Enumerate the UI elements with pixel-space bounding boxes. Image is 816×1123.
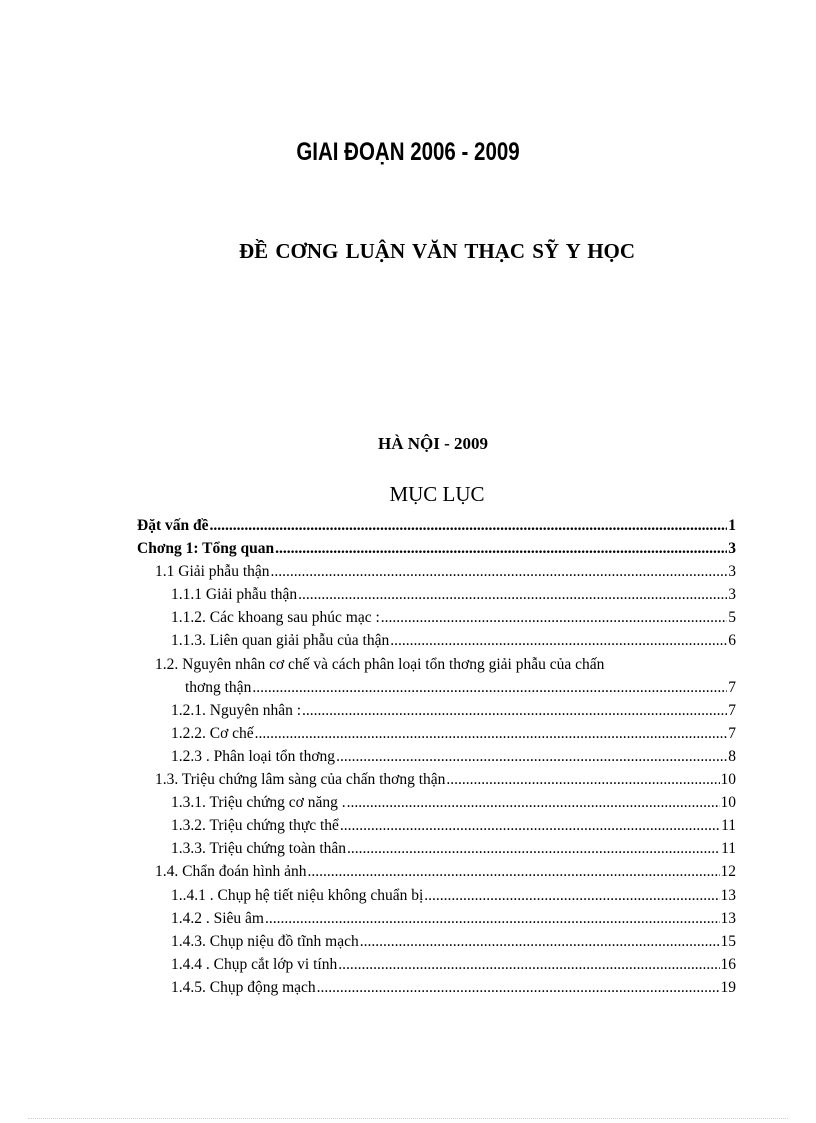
toc-leader [308, 861, 720, 883]
toc-leader [255, 723, 728, 745]
toc-entry-label: Đặt vấn đề [137, 517, 209, 534]
toc-leader [338, 954, 719, 976]
toc-entry-label: 1.4.5. Chụp động mạch [171, 979, 316, 996]
toc-leader [271, 561, 728, 583]
toc-entry[interactable] [185, 677, 736, 699]
toc-entry-page: 8 [728, 748, 736, 765]
toc-entry[interactable] [137, 538, 736, 560]
toc-entry[interactable] [171, 838, 736, 860]
toc-entry-page: 19 [720, 979, 736, 996]
toc-entry[interactable] [171, 792, 736, 814]
toc-entry-page: 10 [720, 794, 736, 811]
page-bottom-divider [28, 1118, 788, 1119]
toc-leader [347, 792, 720, 814]
toc-entry-page: 11 [721, 840, 736, 857]
toc-entry[interactable] [137, 515, 736, 537]
toc-entry[interactable] [171, 908, 736, 930]
toc-entry-page: 5 [728, 609, 736, 626]
toc-entry-page: 16 [720, 956, 736, 973]
toc-entry[interactable] [155, 561, 736, 583]
toc-entry[interactable] [171, 630, 736, 652]
toc-entry[interactable] [171, 954, 736, 976]
toc-entry-page: 7 [728, 725, 736, 742]
toc-entry[interactable] [171, 700, 736, 722]
toc-title: MỤC LỤC [389, 482, 485, 506]
toc-entry[interactable] [171, 746, 736, 768]
toc-leader [347, 838, 720, 860]
toc-entry[interactable] [171, 584, 736, 606]
toc-entry-label: 1.2.2. Cơ chế [171, 725, 254, 742]
toc-entry-label: 1.3.1. Triệu chứng cơ năng . [171, 794, 346, 811]
toc-leader [360, 931, 720, 953]
toc-leader [298, 584, 727, 606]
toc-entry-page: 3 [728, 540, 736, 557]
toc-entry-page: 7 [728, 702, 736, 719]
toc-entry-label: thơng thận [185, 679, 252, 696]
toc-entry-label: 1.1.2. Các khoang sau phúc mạc : [171, 609, 380, 626]
toc-leader [424, 885, 719, 907]
toc-entry[interactable] [171, 885, 736, 907]
toc-leader [340, 815, 720, 837]
thesis-subtitle: ĐỀ CƠNG LUẬN VĂN THẠC SỸ Y HỌC [238, 239, 636, 263]
toc-entry[interactable] [171, 931, 736, 953]
toc-entry-label: 1.1.3. Liên quan giải phẫu của thận [171, 632, 390, 649]
toc-entry-label: 1.4.4 . Chụp cắt lớp vi tính [171, 956, 338, 973]
toc-entry-label: 1.3. Triệu chứng lâm sàng của chấn thơng thận [155, 771, 446, 788]
toc-leader [209, 515, 727, 537]
toc-leader [275, 538, 727, 560]
toc-leader [265, 908, 720, 930]
toc-leader [336, 746, 727, 768]
toc-entry-page: 15 [720, 933, 736, 950]
toc-entry-page: 3 [728, 563, 736, 580]
toc-leader [302, 700, 727, 722]
toc-leader [252, 677, 727, 699]
toc-entry-label: 1.1 Giải phẫu thận [155, 563, 270, 580]
toc-entry-page: 1 [728, 517, 736, 534]
toc-entry[interactable] [155, 654, 736, 676]
toc-entry-label: 1.2.1. Nguyên nhân : [171, 702, 302, 719]
toc-leader [446, 769, 719, 791]
toc-entry-label: 1.2.3 . Phân loại tổn thơng [171, 748, 336, 765]
toc-entry[interactable] [155, 861, 736, 883]
toc-entry-page: 13 [720, 887, 736, 904]
place-year: HÀ NỘI - 2009 [377, 434, 489, 453]
toc-entry-page: 3 [728, 586, 736, 603]
toc-entry-label: 1.3.3. Triệu chứng toàn thân [171, 840, 347, 857]
toc-entry-label: 1.3.2. Triệu chứng thực thể [171, 817, 339, 834]
toc-entry[interactable] [171, 977, 736, 999]
toc-entry-page: 6 [728, 632, 736, 649]
toc-entry-label: 1.1.1 Giải phẫu thận [171, 586, 298, 603]
toc-entry-page: 11 [721, 817, 736, 834]
toc-entry-page: 12 [720, 863, 736, 880]
toc-entry-label: 1.4.3. Chụp niệu đồ tĩnh mạch [171, 933, 359, 950]
toc-entry-page: 13 [720, 910, 736, 927]
toc-entry[interactable] [171, 607, 736, 629]
toc-entry-label: Chơng 1: Tổng quan [137, 540, 275, 557]
toc-entry[interactable] [155, 769, 736, 791]
toc-entry-label: 1..4.1 . Chụp hệ tiết niệu không chuẩn bị [171, 887, 424, 904]
toc-entry[interactable] [171, 815, 736, 837]
toc-entry-label: 1.4. Chẩn đoán hình ảnh [155, 863, 307, 880]
toc-leader [381, 607, 727, 629]
toc-leader [317, 977, 720, 999]
toc-entry-label: 1.2. Nguyên nhân cơ chế và cách phân loại tổn thơng giải phẫu của chấn [155, 656, 605, 673]
toc-entry[interactable] [171, 723, 736, 745]
toc-entry-label: 1.4.2 . Siêu âm [171, 910, 264, 927]
period-heading: GIAI ĐOẠN 2006 - 2009 [296, 138, 520, 166]
toc-entry-page: 10 [720, 771, 736, 788]
toc-leader [390, 630, 727, 652]
toc-entry-page: 7 [728, 679, 736, 696]
